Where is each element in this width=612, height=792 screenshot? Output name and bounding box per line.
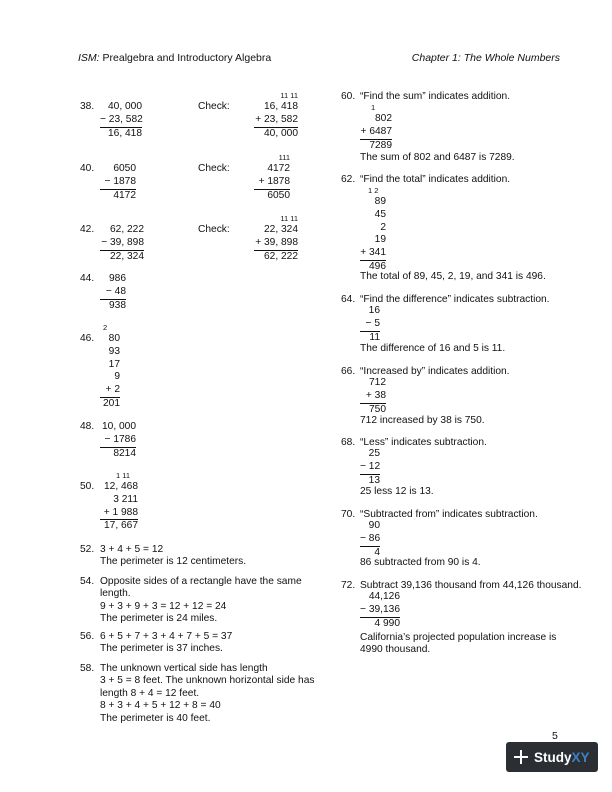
text-line: 6 + 5 + 7 + 3 + 4 + 7 + 5 = 37 bbox=[100, 631, 233, 642]
operand: − 39,136 bbox=[360, 604, 400, 618]
arithmetic-work bbox=[100, 101, 142, 140]
result: 496 bbox=[369, 260, 386, 272]
arithmetic-work bbox=[100, 323, 120, 411]
operand: 62, 222 bbox=[110, 224, 144, 235]
operand: + 341 bbox=[360, 247, 386, 261]
brand-name-xy: XY bbox=[571, 749, 590, 765]
arithmetic-work bbox=[100, 421, 136, 460]
running-header-left bbox=[78, 52, 271, 64]
arithmetic-work bbox=[100, 163, 136, 202]
result: 8214 bbox=[113, 447, 136, 459]
operand: 45 bbox=[374, 208, 386, 220]
result: 22, 324 bbox=[110, 250, 144, 262]
problem-number: 56. bbox=[80, 631, 95, 642]
operand: 986 bbox=[109, 273, 126, 284]
solution-text bbox=[100, 631, 232, 656]
operand: − 39, 898 bbox=[100, 237, 144, 251]
operand: 17 bbox=[108, 358, 120, 370]
text-line: 3 + 5 = 8 feet. The unknown horizontal side has bbox=[100, 675, 315, 687]
carry-digits: 1 bbox=[371, 103, 376, 112]
carry-digits: 11 11 bbox=[280, 214, 298, 223]
problem-number: 66. bbox=[341, 366, 356, 377]
arithmetic-work bbox=[100, 471, 138, 533]
result: 750 bbox=[369, 403, 386, 415]
text-line: length 8 + 4 = 12 feet. bbox=[100, 687, 200, 699]
problem-number: 44. bbox=[80, 273, 95, 284]
arithmetic-work bbox=[100, 224, 144, 263]
operand: 40, 000 bbox=[108, 101, 142, 112]
operand: + 39, 898 bbox=[254, 237, 298, 251]
check-work bbox=[254, 214, 298, 263]
problem-number: 70. bbox=[341, 509, 356, 520]
text-line: 4990 thousand. bbox=[360, 644, 431, 656]
text-line: 3 + 4 + 5 = 12 bbox=[100, 544, 164, 555]
problem-intro: “Find the total” indicates addition. bbox=[360, 174, 511, 185]
operand: 12, 468 bbox=[104, 481, 138, 492]
arithmetic-work bbox=[360, 377, 386, 416]
problem-result: The total of 89, 45, 2, 19, and 341 is 496. bbox=[360, 271, 546, 282]
operand: + 2 bbox=[100, 384, 120, 398]
problem-intro: “Less” indicates subtraction. bbox=[360, 437, 487, 448]
problem-number: 40. bbox=[80, 163, 95, 174]
problem-result: 712 increased by 38 is 750. bbox=[360, 415, 485, 426]
text-line: The perimeter is 40 feet. bbox=[100, 712, 211, 724]
result: 7289 bbox=[369, 139, 392, 151]
problem-intro: Subtract 39,136 thousand from 44,126 thousand. bbox=[360, 580, 582, 591]
result: 4 bbox=[374, 546, 380, 558]
problem-intro: “Subtracted from” indicates subtraction. bbox=[360, 509, 538, 520]
text-line: The perimeter is 12 centimeters. bbox=[100, 556, 247, 568]
carry-digits: 11 11 bbox=[280, 91, 298, 100]
problem-intro: “Find the sum” indicates addition. bbox=[360, 91, 511, 102]
arithmetic-work bbox=[360, 591, 400, 630]
problem-number: 64. bbox=[341, 294, 356, 305]
text-line: The perimeter is 24 miles. bbox=[100, 613, 218, 625]
problem-number: 60. bbox=[341, 91, 356, 102]
operand: 19 bbox=[374, 234, 386, 246]
problem-number: 48. bbox=[80, 421, 95, 432]
operand: + 6487 bbox=[360, 126, 392, 140]
result: 40, 000 bbox=[264, 127, 298, 139]
operand: 10, 000 bbox=[102, 421, 136, 432]
operand: + 1 988 bbox=[100, 507, 138, 521]
result: 13 bbox=[368, 474, 380, 486]
carry-digits: 2 bbox=[103, 323, 108, 332]
text-line: California’s projected population increase is bbox=[360, 632, 557, 643]
problem-result: 25 less 12 is 13. bbox=[360, 486, 434, 497]
problem-result: 86 subtracted from 90 is 4. bbox=[360, 557, 481, 568]
header-title-rest: Prealgebra and Introductory Algebra bbox=[99, 52, 272, 64]
arithmetic-work bbox=[360, 186, 386, 274]
check-work bbox=[254, 153, 290, 202]
carry-digits: 111 bbox=[278, 153, 290, 162]
operand: + 23, 582 bbox=[254, 114, 298, 128]
arithmetic-work bbox=[100, 273, 126, 312]
carry-digits: 1 2 bbox=[368, 186, 379, 195]
problem-number: 58. bbox=[80, 663, 95, 674]
operand: + 1878 bbox=[254, 176, 290, 190]
solution-text bbox=[100, 544, 246, 569]
arithmetic-work bbox=[360, 103, 392, 152]
arithmetic-work bbox=[360, 305, 380, 344]
brand-name-study: Study bbox=[534, 749, 572, 765]
operand: 802 bbox=[375, 113, 392, 124]
operand: 89 bbox=[374, 196, 386, 207]
problem-result bbox=[360, 632, 556, 657]
plus-icon bbox=[514, 750, 528, 764]
problem-result: The difference of 16 and 5 is 11. bbox=[360, 343, 506, 354]
operand: 80 bbox=[108, 333, 120, 344]
solution-text bbox=[100, 576, 302, 626]
problem-number: 50. bbox=[80, 481, 95, 492]
problem-number: 52. bbox=[80, 544, 95, 555]
operand: − 23, 582 bbox=[100, 114, 142, 128]
operand: − 86 bbox=[360, 533, 380, 547]
text-line: length. bbox=[100, 588, 131, 600]
studyxy-badge[interactable] bbox=[506, 742, 598, 772]
text-line: Opposite sides of a rectangle have the same bbox=[100, 576, 302, 587]
page-number: 5 bbox=[552, 730, 558, 742]
operand: − 48 bbox=[100, 286, 126, 300]
problem-number: 38. bbox=[80, 101, 95, 112]
operand: − 5 bbox=[360, 318, 380, 332]
operand: 6050 bbox=[113, 163, 136, 174]
result: 11 bbox=[369, 331, 380, 343]
operand: − 12 bbox=[360, 461, 380, 475]
problem-number: 42. bbox=[80, 224, 95, 235]
problem-number: 46. bbox=[80, 333, 95, 344]
running-header-right: Chapter 1: The Whole Numbers bbox=[411, 52, 560, 64]
problem-number: 68. bbox=[341, 437, 356, 448]
problem-intro: “Find the difference” indicates subtraction. bbox=[360, 294, 550, 305]
check-work bbox=[254, 91, 298, 140]
text-line: 9 + 3 + 9 + 3 = 12 + 12 = 24 bbox=[100, 600, 227, 612]
operand: 90 bbox=[368, 520, 380, 531]
text-line: The unknown vertical side has length bbox=[100, 663, 268, 674]
operand: 2 bbox=[380, 221, 386, 233]
solution-text bbox=[100, 663, 314, 725]
operand: 16, 418 bbox=[264, 101, 298, 112]
operand: − 1878 bbox=[100, 176, 136, 190]
result: 201 bbox=[103, 397, 120, 409]
problem-number: 62. bbox=[341, 174, 356, 185]
result: 17, 667 bbox=[104, 520, 138, 532]
check-label: Check: bbox=[198, 101, 230, 112]
carry-digits: 1 11 bbox=[116, 471, 131, 480]
problem-intro: “Increased by” indicates addition. bbox=[360, 366, 510, 377]
operand: 25 bbox=[368, 448, 380, 459]
arithmetic-work bbox=[360, 448, 380, 487]
result: 16, 418 bbox=[108, 127, 142, 139]
arithmetic-work bbox=[360, 520, 380, 559]
result: 938 bbox=[109, 299, 126, 311]
problem-number: 54. bbox=[80, 576, 95, 587]
check-label: Check: bbox=[198, 224, 230, 235]
text-line: 8 + 3 + 4 + 5 + 12 + 8 = 40 bbox=[100, 700, 221, 712]
problem-number: 72. bbox=[341, 580, 356, 591]
result: 62, 222 bbox=[264, 250, 298, 262]
operand: 22, 324 bbox=[264, 224, 298, 235]
operand: 44,126 bbox=[368, 591, 400, 602]
operand: − 1786 bbox=[100, 434, 136, 448]
check-label: Check: bbox=[198, 163, 230, 174]
result: 4 990 bbox=[374, 617, 400, 629]
operand: + 38 bbox=[360, 390, 386, 404]
operand: 16 bbox=[368, 305, 380, 316]
operand: 9 bbox=[114, 371, 120, 383]
operand: 712 bbox=[369, 377, 386, 388]
problem-result: The sum of 802 and 6487 is 7289. bbox=[360, 152, 515, 163]
result: 4172 bbox=[113, 189, 136, 201]
result: 6050 bbox=[267, 189, 290, 201]
operand: 4172 bbox=[267, 163, 290, 174]
header-title-italic: ISM: bbox=[78, 52, 100, 64]
text-line: The perimeter is 37 inches. bbox=[100, 643, 223, 655]
operand: 93 bbox=[108, 345, 120, 357]
operand: 3 211 bbox=[113, 493, 138, 505]
